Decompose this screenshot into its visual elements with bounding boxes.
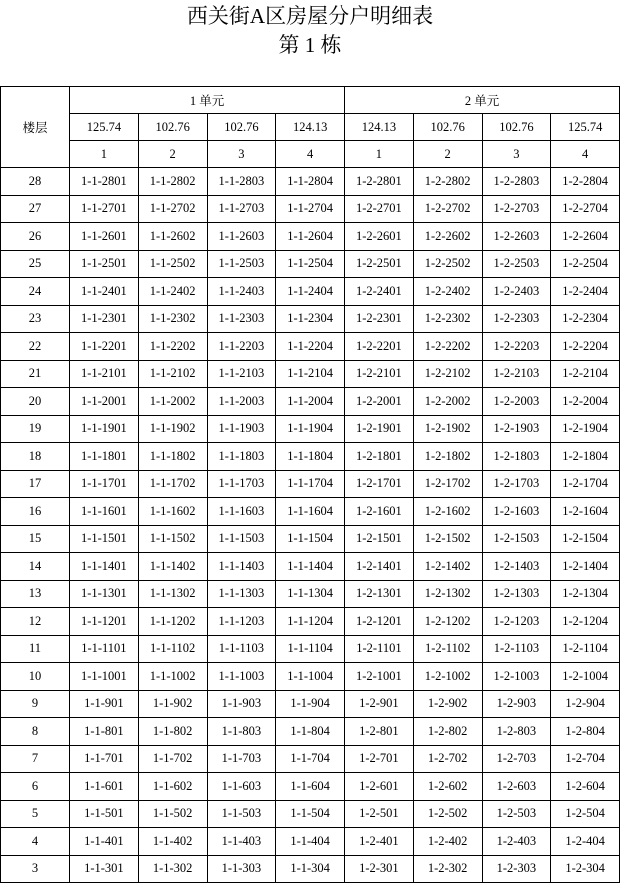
room-number-cell: 1 [70, 141, 139, 168]
room-code-cell: 1-2-2303 [482, 305, 551, 333]
room-code-cell: 1-2-1702 [413, 470, 482, 498]
room-code-cell: 1-1-2402 [138, 278, 207, 306]
unit-2-header: 2 单元 [345, 87, 620, 114]
room-code-cell: 1-2-2102 [413, 360, 482, 388]
room-code-cell: 1-2-902 [413, 690, 482, 718]
room-number-cell: 1 [345, 141, 414, 168]
room-code-cell: 1-1-1702 [138, 470, 207, 498]
room-code-cell: 1-1-1303 [207, 580, 276, 608]
room-code-cell: 1-1-1804 [276, 443, 345, 471]
room-code-cell: 1-1-1904 [276, 415, 345, 443]
room-code-cell: 1-2-1203 [482, 608, 551, 636]
room-code-cell: 1-1-502 [138, 800, 207, 828]
table-row [1, 360, 620, 388]
room-code-cell: 1-2-2103 [482, 360, 551, 388]
room-code-cell: 1-2-1004 [551, 663, 620, 691]
floor-cell: 9 [1, 690, 70, 718]
room-code-cell: 1-2-1301 [345, 580, 414, 608]
room-code-cell: 1-1-2301 [70, 305, 139, 333]
floor-cell: 23 [1, 305, 70, 333]
area-cell: 102.76 [413, 114, 482, 141]
room-code-cell: 1-2-302 [413, 855, 482, 883]
room-code-cell: 1-2-303 [482, 855, 551, 883]
room-code-cell: 1-2-1402 [413, 553, 482, 581]
room-code-cell: 1-1-1403 [207, 553, 276, 581]
room-code-cell: 1-2-304 [551, 855, 620, 883]
room-code-cell: 1-2-1701 [345, 470, 414, 498]
room-code-cell: 1-1-1001 [70, 663, 139, 691]
room-number-cell: 3 [482, 141, 551, 168]
table-row [1, 195, 620, 223]
table-row [1, 443, 620, 471]
room-code-cell: 1-1-1701 [70, 470, 139, 498]
room-code-cell: 1-2-2101 [345, 360, 414, 388]
room-number-cell: 3 [207, 141, 276, 168]
room-code-cell: 1-1-1901 [70, 415, 139, 443]
page-subtitle: 第 1 栋 [278, 33, 342, 57]
room-code-cell: 1-2-2601 [345, 223, 414, 251]
room-code-cell: 1-1-2304 [276, 305, 345, 333]
room-code-cell: 1-2-602 [413, 773, 482, 801]
room-code-cell: 1-2-1602 [413, 498, 482, 526]
room-code-cell: 1-1-2601 [70, 223, 139, 251]
floor-cell: 21 [1, 360, 70, 388]
header-row-room-numbers [1, 141, 620, 168]
floor-header: 楼层 [1, 87, 70, 168]
room-code-cell: 1-2-401 [345, 828, 414, 856]
room-code-cell: 1-2-2201 [345, 333, 414, 361]
floor-cell: 17 [1, 470, 70, 498]
room-code-cell: 1-2-402 [413, 828, 482, 856]
room-code-cell: 1-2-1001 [345, 663, 414, 691]
table-row [1, 635, 620, 663]
room-code-cell: 1-1-2002 [138, 388, 207, 416]
room-code-cell: 1-2-503 [482, 800, 551, 828]
area-cell: 125.74 [70, 114, 139, 141]
room-code-cell: 1-2-1503 [482, 525, 551, 553]
table-row [1, 250, 620, 278]
room-code-cell: 1-2-1904 [551, 415, 620, 443]
room-code-cell: 1-1-304 [276, 855, 345, 883]
room-code-cell: 1-2-1201 [345, 608, 414, 636]
floor-cell: 20 [1, 388, 70, 416]
table-row [1, 168, 620, 196]
room-code-cell: 1-1-604 [276, 773, 345, 801]
room-code-cell: 1-1-302 [138, 855, 207, 883]
room-code-cell: 1-1-1204 [276, 608, 345, 636]
room-code-cell: 1-2-1501 [345, 525, 414, 553]
room-code-cell: 1-2-2304 [551, 305, 620, 333]
room-code-cell: 1-1-2504 [276, 250, 345, 278]
room-code-cell: 1-2-1804 [551, 443, 620, 471]
area-cell: 125.74 [551, 114, 620, 141]
room-code-cell: 1-1-1704 [276, 470, 345, 498]
room-code-cell: 1-2-501 [345, 800, 414, 828]
room-code-cell: 1-1-904 [276, 690, 345, 718]
room-code-cell: 1-1-804 [276, 718, 345, 746]
room-code-cell: 1-2-702 [413, 745, 482, 773]
room-code-cell: 1-1-1803 [207, 443, 276, 471]
room-code-cell: 1-1-1203 [207, 608, 276, 636]
table-row [1, 855, 620, 883]
room-code-cell: 1-2-2403 [482, 278, 551, 306]
room-code-cell: 1-2-1403 [482, 553, 551, 581]
area-cell: 124.13 [345, 114, 414, 141]
room-code-cell: 1-1-2303 [207, 305, 276, 333]
room-code-cell: 1-1-1601 [70, 498, 139, 526]
room-code-cell: 1-1-2001 [70, 388, 139, 416]
floor-cell: 13 [1, 580, 70, 608]
table-row [1, 580, 620, 608]
room-code-cell: 1-2-604 [551, 773, 620, 801]
room-code-cell: 1-1-2201 [70, 333, 139, 361]
room-code-cell: 1-2-802 [413, 718, 482, 746]
room-code-cell: 1-1-403 [207, 828, 276, 856]
table-row [1, 333, 620, 361]
room-code-cell: 1-1-503 [207, 800, 276, 828]
room-code-cell: 1-1-1102 [138, 635, 207, 663]
room-code-cell: 1-1-1304 [276, 580, 345, 608]
room-code-cell: 1-2-404 [551, 828, 620, 856]
table-row [1, 773, 620, 801]
room-code-cell: 1-1-2602 [138, 223, 207, 251]
room-code-cell: 1-1-601 [70, 773, 139, 801]
table-row [1, 690, 620, 718]
room-code-cell: 1-2-1204 [551, 608, 620, 636]
room-code-cell: 1-2-2704 [551, 195, 620, 223]
room-code-cell: 1-1-1801 [70, 443, 139, 471]
table-row [1, 223, 620, 251]
room-code-cell: 1-1-2302 [138, 305, 207, 333]
room-code-cell: 1-2-1103 [482, 635, 551, 663]
room-code-cell: 1-1-903 [207, 690, 276, 718]
room-code-cell: 1-1-2704 [276, 195, 345, 223]
area-cell: 102.76 [482, 114, 551, 141]
room-code-cell: 1-1-2203 [207, 333, 276, 361]
room-code-cell: 1-2-2801 [345, 168, 414, 196]
room-code-cell: 1-2-1404 [551, 553, 620, 581]
table-row [1, 745, 620, 773]
room-code-cell: 1-1-1002 [138, 663, 207, 691]
room-code-cell: 1-2-403 [482, 828, 551, 856]
room-code-cell: 1-2-2402 [413, 278, 482, 306]
room-code-cell: 1-2-1303 [482, 580, 551, 608]
room-code-cell: 1-2-2502 [413, 250, 482, 278]
room-code-cell: 1-1-1201 [70, 608, 139, 636]
room-code-cell: 1-1-1401 [70, 553, 139, 581]
room-code-cell: 1-1-602 [138, 773, 207, 801]
room-code-cell: 1-1-401 [70, 828, 139, 856]
room-code-cell: 1-2-903 [482, 690, 551, 718]
floor-cell: 5 [1, 800, 70, 828]
room-code-cell: 1-2-701 [345, 745, 414, 773]
room-code-cell: 1-1-1902 [138, 415, 207, 443]
room-code-cell: 1-1-2403 [207, 278, 276, 306]
room-code-cell: 1-2-2002 [413, 388, 482, 416]
room-code-cell: 1-2-703 [482, 745, 551, 773]
room-code-cell: 1-1-2004 [276, 388, 345, 416]
room-code-cell: 1-2-601 [345, 773, 414, 801]
header-row-areas [1, 114, 620, 141]
floor-cell: 22 [1, 333, 70, 361]
room-code-cell: 1-2-2604 [551, 223, 620, 251]
room-code-cell: 1-2-1601 [345, 498, 414, 526]
room-code-cell: 1-2-1902 [413, 415, 482, 443]
room-code-cell: 1-1-701 [70, 745, 139, 773]
room-code-cell: 1-1-801 [70, 718, 139, 746]
room-code-cell: 1-1-2502 [138, 250, 207, 278]
room-code-cell: 1-1-2104 [276, 360, 345, 388]
table-row [1, 305, 620, 333]
room-number-cell: 2 [138, 141, 207, 168]
room-code-cell: 1-2-2001 [345, 388, 414, 416]
unit-1-header: 1 单元 [70, 87, 345, 114]
floor-cell: 28 [1, 168, 70, 196]
room-code-cell: 1-2-1803 [482, 443, 551, 471]
room-code-cell: 1-2-2501 [345, 250, 414, 278]
floor-cell: 4 [1, 828, 70, 856]
floor-cell: 7 [1, 745, 70, 773]
room-code-cell: 1-2-2504 [551, 250, 620, 278]
room-code-cell: 1-2-1801 [345, 443, 414, 471]
room-code-cell: 1-2-804 [551, 718, 620, 746]
room-code-cell: 1-2-2004 [551, 388, 620, 416]
floor-cell: 16 [1, 498, 70, 526]
room-code-cell: 1-2-1202 [413, 608, 482, 636]
room-code-cell: 1-2-1101 [345, 635, 414, 663]
room-code-cell: 1-2-1704 [551, 470, 620, 498]
room-code-cell: 1-2-1604 [551, 498, 620, 526]
room-code-cell: 1-2-1302 [413, 580, 482, 608]
room-code-cell: 1-2-1504 [551, 525, 620, 553]
floor-cell: 14 [1, 553, 70, 581]
room-code-cell: 1-2-2803 [482, 168, 551, 196]
room-code-cell: 1-2-2703 [482, 195, 551, 223]
room-code-cell: 1-1-2202 [138, 333, 207, 361]
room-code-cell: 1-1-2801 [70, 168, 139, 196]
room-code-cell: 1-2-301 [345, 855, 414, 883]
floor-cell: 6 [1, 773, 70, 801]
room-code-cell: 1-2-1603 [482, 498, 551, 526]
room-code-cell: 1-2-2104 [551, 360, 620, 388]
room-code-cell: 1-1-1703 [207, 470, 276, 498]
room-code-cell: 1-1-1501 [70, 525, 139, 553]
header-row-units [1, 87, 620, 114]
area-cell: 102.76 [138, 114, 207, 141]
area-cell: 124.13 [276, 114, 345, 141]
room-code-cell: 1-2-1401 [345, 553, 414, 581]
floor-cell: 25 [1, 250, 70, 278]
room-code-cell: 1-1-2503 [207, 250, 276, 278]
room-code-cell: 1-2-1304 [551, 580, 620, 608]
room-code-cell: 1-1-2603 [207, 223, 276, 251]
table-row [1, 553, 620, 581]
floor-cell: 18 [1, 443, 70, 471]
room-code-cell: 1-2-1002 [413, 663, 482, 691]
table-row [1, 663, 620, 691]
room-code-cell: 1-2-1502 [413, 525, 482, 553]
room-code-cell: 1-2-1003 [482, 663, 551, 691]
room-code-cell: 1-1-2101 [70, 360, 139, 388]
room-code-cell: 1-1-2803 [207, 168, 276, 196]
room-code-cell: 1-1-703 [207, 745, 276, 773]
room-code-cell: 1-1-2003 [207, 388, 276, 416]
room-code-cell: 1-2-2802 [413, 168, 482, 196]
room-code-cell: 1-2-502 [413, 800, 482, 828]
room-code-cell: 1-1-1003 [207, 663, 276, 691]
room-code-cell: 1-1-1602 [138, 498, 207, 526]
room-code-cell: 1-2-904 [551, 690, 620, 718]
room-code-cell: 1-1-2204 [276, 333, 345, 361]
room-code-cell: 1-1-802 [138, 718, 207, 746]
room-code-cell: 1-2-2003 [482, 388, 551, 416]
room-code-cell: 1-1-603 [207, 773, 276, 801]
room-code-cell: 1-1-1302 [138, 580, 207, 608]
room-code-cell: 1-2-2701 [345, 195, 414, 223]
room-code-cell: 1-2-1901 [345, 415, 414, 443]
room-code-cell: 1-2-2503 [482, 250, 551, 278]
room-code-cell: 1-1-2102 [138, 360, 207, 388]
room-code-cell: 1-2-801 [345, 718, 414, 746]
room-code-cell: 1-2-2603 [482, 223, 551, 251]
room-code-cell: 1-2-2702 [413, 195, 482, 223]
table-row [1, 278, 620, 306]
room-code-cell: 1-1-2804 [276, 168, 345, 196]
room-code-cell: 1-2-2301 [345, 305, 414, 333]
floor-cell: 12 [1, 608, 70, 636]
table-row [1, 498, 620, 526]
room-code-cell: 1-1-1402 [138, 553, 207, 581]
room-code-cell: 1-1-1503 [207, 525, 276, 553]
room-code-cell: 1-1-1101 [70, 635, 139, 663]
table-row [1, 800, 620, 828]
room-code-cell: 1-2-2204 [551, 333, 620, 361]
room-code-cell: 1-2-1903 [482, 415, 551, 443]
floor-cell: 24 [1, 278, 70, 306]
room-code-cell: 1-2-1802 [413, 443, 482, 471]
room-code-cell: 1-2-2302 [413, 305, 482, 333]
room-code-cell: 1-1-2702 [138, 195, 207, 223]
room-code-cell: 1-1-402 [138, 828, 207, 856]
floor-cell: 11 [1, 635, 70, 663]
room-code-cell: 1-1-1004 [276, 663, 345, 691]
table-row [1, 718, 620, 746]
room-code-cell: 1-2-803 [482, 718, 551, 746]
room-code-cell: 1-1-1604 [276, 498, 345, 526]
room-code-cell: 1-2-2203 [482, 333, 551, 361]
room-code-cell: 1-1-303 [207, 855, 276, 883]
floor-cell: 8 [1, 718, 70, 746]
page-title: 西关街A区房屋分户明细表 [186, 4, 434, 28]
table-row [1, 828, 620, 856]
room-code-cell: 1-1-704 [276, 745, 345, 773]
room-code-cell: 1-2-2202 [413, 333, 482, 361]
room-code-cell: 1-1-1103 [207, 635, 276, 663]
table-row [1, 608, 620, 636]
room-code-cell: 1-1-702 [138, 745, 207, 773]
room-code-cell: 1-2-603 [482, 773, 551, 801]
room-code-cell: 1-1-2701 [70, 195, 139, 223]
room-code-cell: 1-1-2802 [138, 168, 207, 196]
floor-cell: 10 [1, 663, 70, 691]
room-code-cell: 1-2-2404 [551, 278, 620, 306]
table-row [1, 415, 620, 443]
floor-cell: 19 [1, 415, 70, 443]
household-table [0, 86, 620, 883]
table-row [1, 388, 620, 416]
table-row [1, 470, 620, 498]
room-code-cell: 1-1-1502 [138, 525, 207, 553]
room-code-cell: 1-1-504 [276, 800, 345, 828]
room-number-cell: 4 [276, 141, 345, 168]
room-code-cell: 1-1-2703 [207, 195, 276, 223]
room-code-cell: 1-2-2804 [551, 168, 620, 196]
room-code-cell: 1-1-501 [70, 800, 139, 828]
room-number-cell: 2 [413, 141, 482, 168]
room-code-cell: 1-1-1903 [207, 415, 276, 443]
floor-cell: 3 [1, 855, 70, 883]
room-code-cell: 1-2-1104 [551, 635, 620, 663]
room-code-cell: 1-2-1703 [482, 470, 551, 498]
room-code-cell: 1-1-2103 [207, 360, 276, 388]
room-code-cell: 1-2-704 [551, 745, 620, 773]
room-code-cell: 1-1-803 [207, 718, 276, 746]
room-code-cell: 1-1-2604 [276, 223, 345, 251]
room-number-cell: 4 [551, 141, 620, 168]
room-code-cell: 1-1-1104 [276, 635, 345, 663]
room-code-cell: 1-2-504 [551, 800, 620, 828]
room-code-cell: 1-1-1504 [276, 525, 345, 553]
floor-cell: 27 [1, 195, 70, 223]
area-cell: 102.76 [207, 114, 276, 141]
room-code-cell: 1-2-2401 [345, 278, 414, 306]
room-code-cell: 1-1-1603 [207, 498, 276, 526]
room-code-cell: 1-1-1802 [138, 443, 207, 471]
room-code-cell: 1-1-2501 [70, 250, 139, 278]
floor-cell: 15 [1, 525, 70, 553]
room-code-cell: 1-1-404 [276, 828, 345, 856]
room-code-cell: 1-1-301 [70, 855, 139, 883]
room-code-cell: 1-2-1102 [413, 635, 482, 663]
room-code-cell: 1-1-1404 [276, 553, 345, 581]
room-code-cell: 1-2-2602 [413, 223, 482, 251]
room-code-cell: 1-2-901 [345, 690, 414, 718]
room-code-cell: 1-1-1301 [70, 580, 139, 608]
room-code-cell: 1-1-2404 [276, 278, 345, 306]
room-code-cell: 1-1-901 [70, 690, 139, 718]
table-row [1, 525, 620, 553]
floor-cell: 26 [1, 223, 70, 251]
room-code-cell: 1-1-2401 [70, 278, 139, 306]
table-body [1, 168, 620, 883]
room-code-cell: 1-1-902 [138, 690, 207, 718]
room-code-cell: 1-1-1202 [138, 608, 207, 636]
